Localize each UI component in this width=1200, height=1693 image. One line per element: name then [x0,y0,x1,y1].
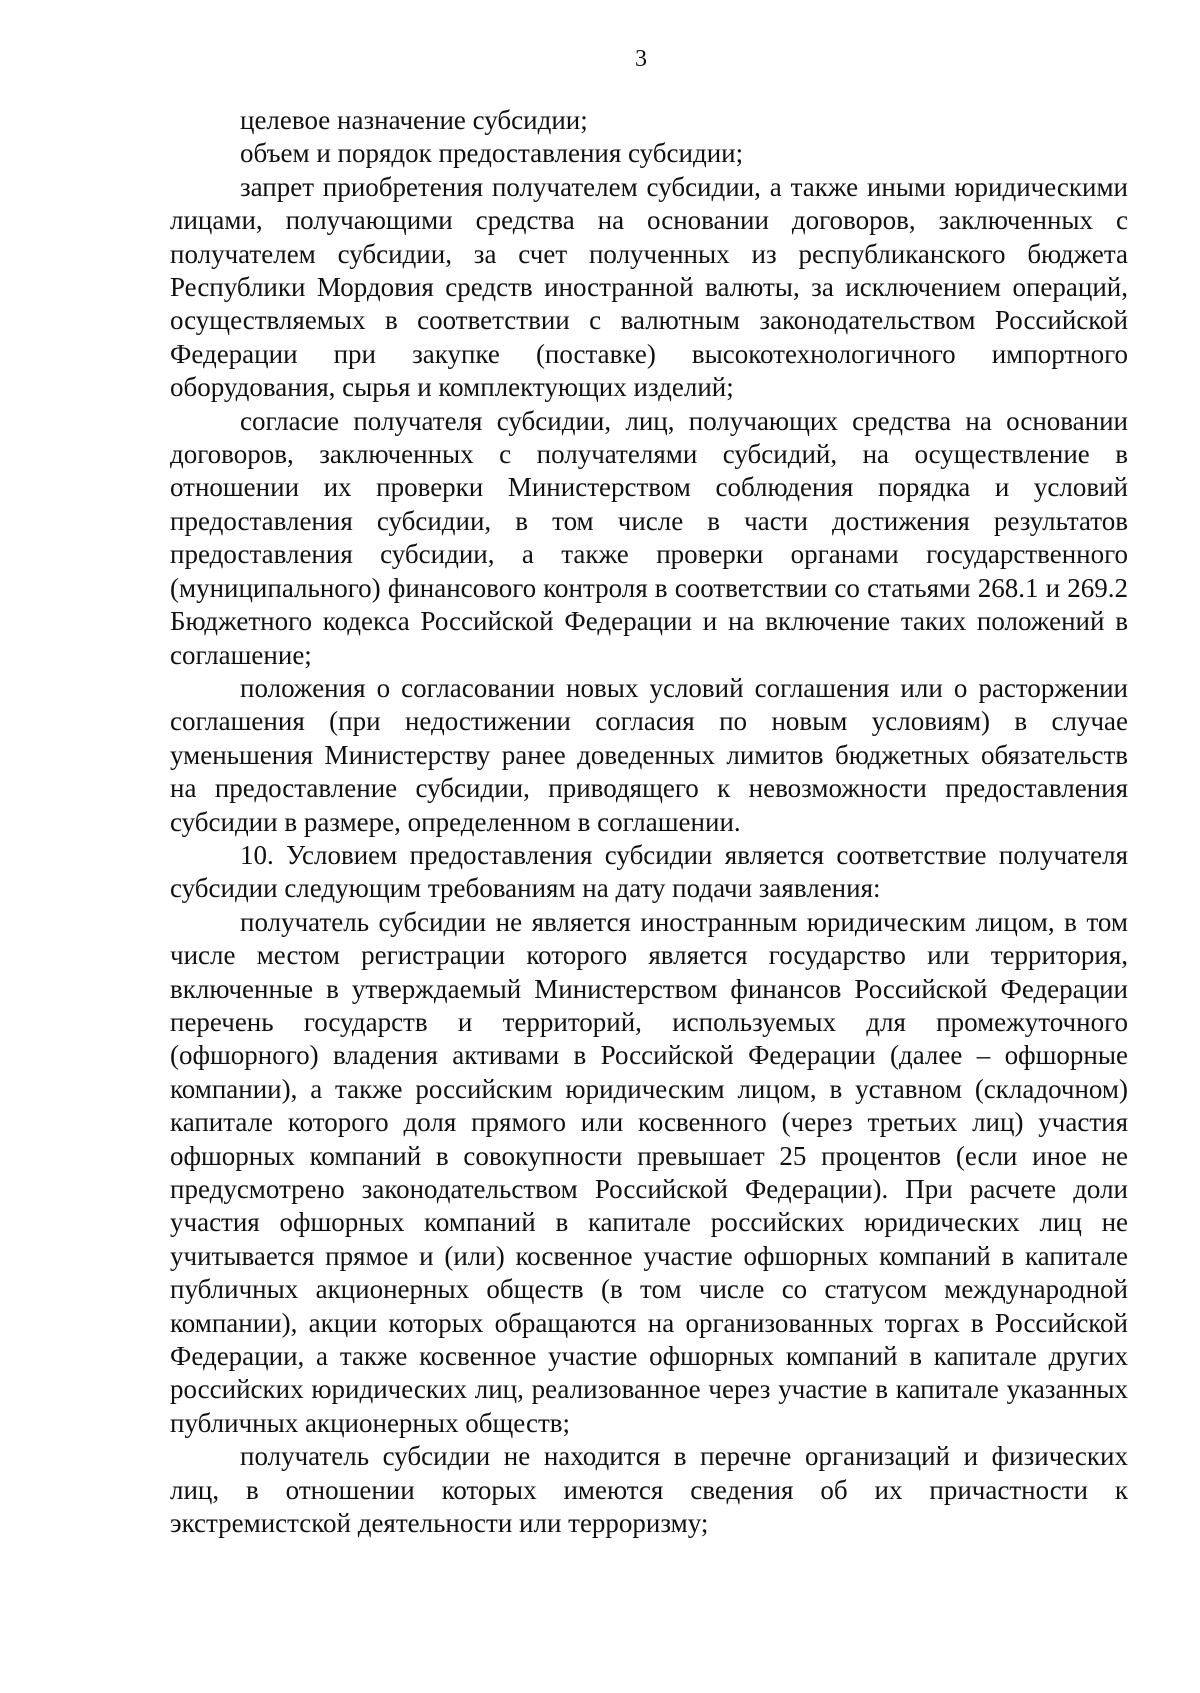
paragraph-currency-ban: запрет приобретения получателем субсидии, а также иными юридическими лицами, получающими средства на основании договоров, заключенных с получателем субсидии, за счет полученных из республиканского бюджета Республики Мордовия средств иностранной валюты, за исключением операций, осуществляемых в соответствии с валютным законодательством Российской Федерации при закупке (поставке) высокотехнологичного импортного оборудования, сырья и комплектующих изделий; [170,171,1128,403]
paragraph-volume-procedure: объем и порядок предоставления субсидии; [240,138,744,169]
paragraph-consent-inspection: согласие получателя субсидии, лиц, получающих средства на основании договоров, заключенных с получателями субсидий, на осуществление в отношении их проверки Министерством соблюдения порядка и условий предоставления субсидии, в том числе в части достижения результатов предоставления субсидии, а также проверки органами государственного (муниципального) финансового контроля в соответствии со статьями 268.1 и 269.2 Бюджетного кодекса Российской Федерации и на включение таких положений в соглашение; [170,405,1128,670]
paragraph-new-conditions: положения о согласовании новых условий соглашения или о расторжении соглашения (при недостижении согласия по новым условиям) в случае уменьшения Министерству ранее доведенных лимитов бюджетных обязательств на предоставление субсидии, приводящего к невозможности предоставления субсидии в размере, определенном в соглашении. [170,672,1128,837]
paragraph-purpose: целевое назначение субсидии; [240,105,588,135]
page-number: 3 [635,46,647,72]
paragraph-item-10: 10. Условием предоставления субсидии является соответствие получателя субсидии следующим требованиям на дату подачи заявления: [170,839,1128,904]
document-body [170,104,1128,1540]
paragraph-offshore-requirement: получатель субсидии не является иностранным юридическим лицом, в том числе местом регистрации которого является государство или территория, включенные в утверждаемый Министерством финансов Российской Федерации перечень государств и территорий, используемых для промежуточного (офшорного) владения активами в Российской Федерации (далее – офшорные компании), а также российским юридическим лицом, в уставном (складочном) капитале которого доля прямого или косвенного (через третьих лиц) участия офшорных компаний в совокупности превышает 25 процентов (если иное не предусмотрено законодательством Российской Федерации). При расчете доли участия офшорных компаний в капитале российских юридических лиц не учитывается прямое и (или) косвенное участие офшорных компаний в капитале публичных акционерных обществ (в том числе со статусом международной компании), акции которых обращаются на организованных торгах в Российской Федерации, а также косвенное участие офшорных компаний в капитале других российских юридических лиц, реализованное через участие в капитале указанных публичных акционерных обществ; [170,906,1128,1438]
paragraph-extremism-requirement: получатель субсидии не находится в перечне организаций и физических лиц, в отношении которых имеются сведения об их причастности к экстремистской деятельности или терроризму; [170,1441,1128,1539]
